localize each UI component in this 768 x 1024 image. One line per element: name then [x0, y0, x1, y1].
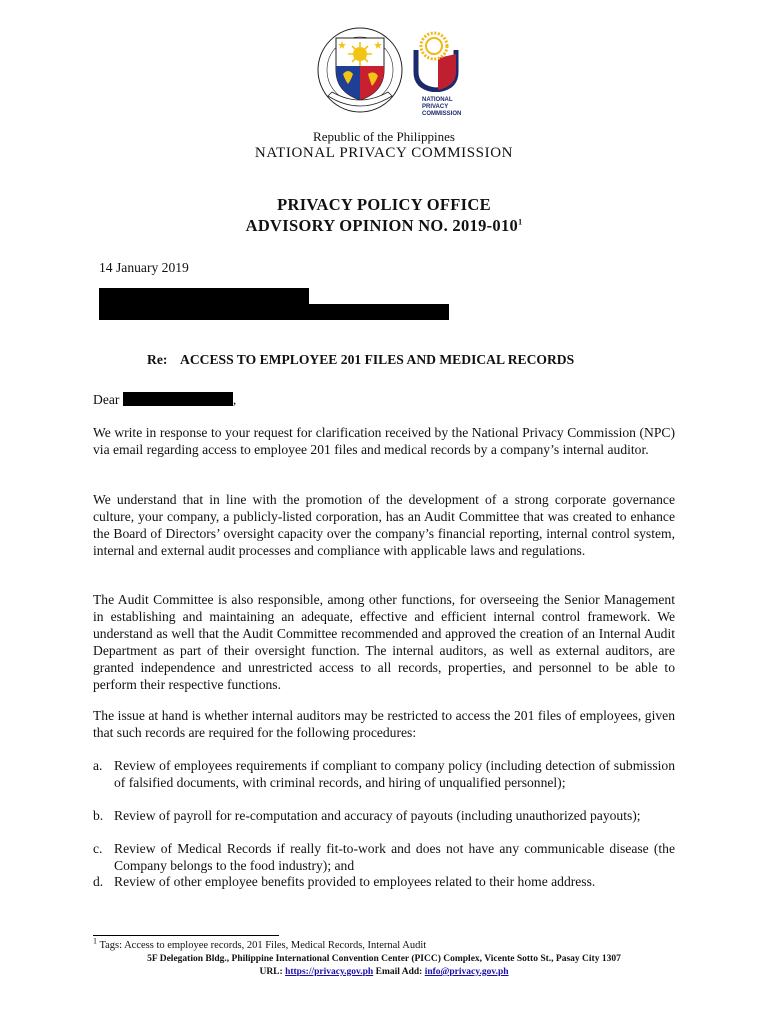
npc-logo-text — [410, 97, 462, 118]
paragraph-1: We write in response to your request for clarification received by the National Privacy Commission (NPC) via email regarding access to employee 201 files and medical records by a company’s internal auditor. — [93, 425, 675, 457]
paragraph-2: We understand that in line with the promotion of the development of a strong corporate governance culture, your company, a publicly-listed corporation, has an Audit Committee that was created to enhance the Board of Directors’ oversight capacity over the company’s financial reporting, internal control system, internal and external audit processes and compliance with applicable laws and regulations. — [93, 492, 675, 558]
list-text-c: Review of Medical Records if really fit-to-work and does not have any communicable disease (the Company belongs to the food industry); and — [114, 841, 675, 873]
title-opinion — [0, 216, 768, 236]
commission-line: NATIONAL PRIVACY COMMISSION — [254, 145, 514, 161]
list-mark-d: d. — [93, 874, 104, 889]
redacted-recipient-name — [123, 392, 233, 406]
title-opinion-text: ADVISORY OPINION NO. 2019-010 — [245, 216, 519, 235]
salutation-dear: Dear — [93, 392, 120, 407]
footnote-ref[interactable]: 1 — [518, 217, 523, 227]
footer-email-link[interactable]: info@privacy.gov.ph — [424, 967, 509, 977]
list-item-d — [93, 873, 675, 890]
re-subject: ACCESS TO EMPLOYEE 201 FILES AND MEDICAL RECORDS — [180, 352, 575, 367]
list-mark-c: c. — [93, 841, 103, 856]
list-item-a — [93, 757, 675, 791]
list-text-b: Review of payroll for re-computation and accuracy of payouts (including unauthorized payouts); — [114, 808, 641, 823]
list-text-a: Review of employees requirements if compliant to company policy (including detection of submission of falsified documents, with criminal records, and hiring of unqualified personnel); — [114, 758, 675, 790]
redacted-addressee-line-2 — [99, 304, 449, 320]
paragraph-3: The Audit Committee is also responsible, among other functions, for overseeing the Senior Management in establishing and maintaining an adequate, effective and efficient internal control framework. We understand as well that the Audit Committee recommended and approved the creation of an Internal Audit Department as part of their oversight function. The internal auditors, as well as external auditors, are granted independence and unrestricted access to all records, properties, and personnel to be able to perform their respective functions. — [93, 592, 675, 692]
npc-line-national: NATIONAL — [422, 97, 453, 103]
list-mark-a: a. — [93, 758, 103, 773]
footer-contact — [0, 967, 768, 977]
npc-logo — [410, 24, 462, 124]
salutation-comma: , — [232, 392, 237, 407]
letter-date: 14 January 2019 — [99, 260, 189, 275]
list-item-c — [93, 840, 675, 874]
philippine-seal-logo — [316, 26, 404, 114]
footnote-divider — [93, 935, 279, 936]
list-item-b — [93, 807, 675, 824]
footnote-text: Tags: Access to employee records, 201 Files, Medical Records, Internal Audit — [99, 940, 427, 951]
re-label: Re: — [147, 352, 168, 367]
list-text-d: Review of other employee benefits provided to employees related to their home address. — [114, 874, 596, 889]
redacted-addressee-line-1 — [99, 288, 309, 304]
salutation — [93, 392, 236, 408]
footnote — [93, 936, 427, 951]
footer-address: 5F Delegation Bldg., Philippine International Convention Center (PICC) Complex, Vicente Sotto St., Pasay City 1307 — [147, 954, 621, 964]
paragraph-4: The issue at hand is whether internal auditors may be restricted to access the 201 files of employees, given that such records are required for the following procedures: — [93, 708, 675, 740]
title-office: PRIVACY POLICY OFFICE — [277, 195, 491, 214]
list-mark-b: b. — [93, 808, 104, 823]
footer-email-label: Email Add: — [375, 967, 423, 977]
footer-url-link[interactable]: https://privacy.gov.ph — [285, 967, 374, 977]
footnote-mark: 1 — [93, 936, 97, 946]
footer-url-label: URL: — [259, 967, 283, 977]
republic-line: Republic of the Philippines — [313, 129, 455, 144]
npc-line-commission: COMMISSION — [422, 111, 462, 117]
npc-line-privacy: PRIVACY — [422, 104, 449, 110]
